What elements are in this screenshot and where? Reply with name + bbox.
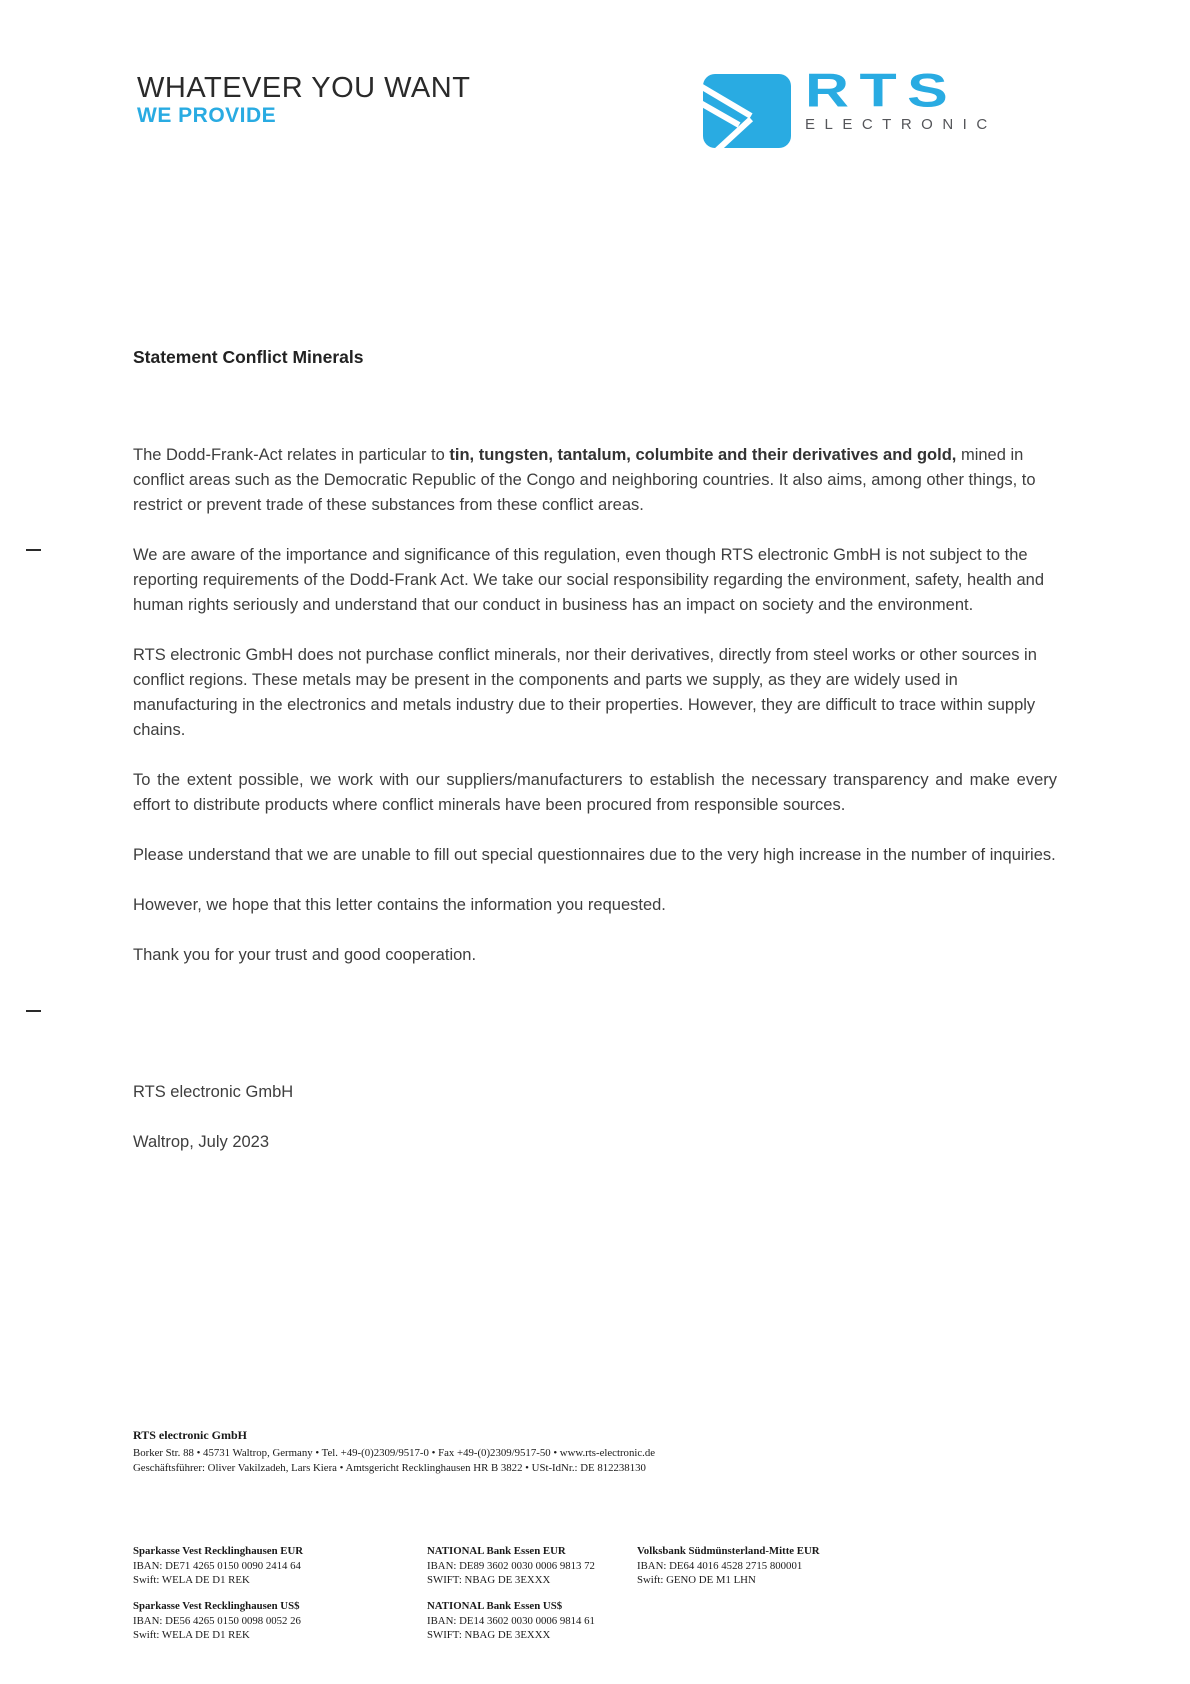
bank-swift: Swift: GENO DE M1 LHN bbox=[637, 1574, 756, 1586]
paragraph-no-purchase: RTS electronic GmbH does not purchase conflict minerals, nor their derivatives, directly from steel works or other sources in conflict regions. These metals may be present in the components and parts we supply, as they are widely used in manufacturing in the electronics and metals industry due to their properties. However, they are difficult to trace within supply chains. bbox=[133, 646, 1037, 739]
bank-iban: IBAN: DE56 4265 0150 0098 0052 26 bbox=[133, 1614, 301, 1627]
paragraph-transparency: To the extent possible, we work with our suppliers/manufacturers to establish the necessary transparency and make every effort to distribute products where conflict minerals have been procured from responsible sources. bbox=[133, 771, 1057, 814]
fold-mark-top bbox=[26, 549, 41, 551]
paragraph-hope: However, we hope that this letter contains the information you requested. bbox=[133, 896, 666, 914]
signature-place-date: Waltrop, July 2023 bbox=[133, 1133, 270, 1151]
footer bbox=[133, 1428, 1073, 1641]
bank-iban: IBAN: DE14 3602 0030 0006 9814 61 bbox=[427, 1614, 595, 1627]
paragraph-thanks: Thank you for your trust and good cooperation. bbox=[133, 946, 477, 964]
bank-block-sparkasse-eur bbox=[133, 1544, 303, 1588]
footer-address-line: Borker Str. 88 • 45731 Waltrop, Germany • Tel. +49-(0)2309/9517-0 • Fax +49-(0)2309/9517-50 • www.rts-electronic.de bbox=[133, 1447, 656, 1459]
company-logo bbox=[703, 63, 1013, 148]
bank-swift: SWIFT: NBAG DE 3EXXX bbox=[427, 1629, 551, 1641]
bank-swift: SWIFT: NBAG DE 3EXXX bbox=[427, 1574, 551, 1586]
fold-mark-bottom bbox=[26, 1010, 41, 1012]
paragraph-rest: mined in conflict areas such as the Democratic Republic of the Congo and neighboring countries. It also aims, among other things, to restrict or prevent trade of these substances from these conflict areas. bbox=[133, 446, 1036, 514]
paragraph-questionnaires: Please understand that we are unable to fill out special questionnaires due to the very high increase in the number of inquiries. bbox=[133, 846, 1056, 864]
bank-name: Sparkasse Vest Recklinghausen EUR bbox=[133, 1545, 304, 1557]
letter-body bbox=[133, 443, 1057, 1180]
bank-swift: Swift: WELA DE D1 REK bbox=[133, 1629, 250, 1641]
bank-block-volksbank-eur bbox=[637, 1544, 820, 1588]
paragraph-bold-minerals: tin, tungsten, tantalum, columbite and their derivatives and gold, bbox=[449, 446, 957, 464]
bank-name: NATIONAL Bank Essen US$ bbox=[427, 1600, 563, 1612]
header-tagline bbox=[137, 72, 470, 128]
bank-name: Volksbank Südmünsterland-Mitte EUR bbox=[637, 1545, 820, 1557]
bank-block-national-eur bbox=[427, 1544, 595, 1588]
bank-block-national-usd bbox=[427, 1599, 595, 1643]
bank-iban: IBAN: DE64 4016 4528 2715 800001 bbox=[637, 1559, 803, 1572]
rts-logo-icon bbox=[703, 74, 791, 148]
logo-wordmark bbox=[805, 63, 997, 133]
tagline-line2: WE PROVIDE bbox=[137, 104, 277, 127]
bank-name: NATIONAL Bank Essen EUR bbox=[427, 1545, 566, 1557]
bank-block-sparkasse-usd bbox=[133, 1599, 301, 1643]
signature-company: RTS electronic GmbH bbox=[133, 1083, 294, 1101]
bank-swift: Swift: WELA DE D1 REK bbox=[133, 1574, 250, 1586]
bank-details bbox=[133, 1475, 1073, 1641]
bank-iban: IBAN: DE71 4265 0150 0090 2414 64 bbox=[133, 1559, 301, 1572]
logo-name: RTS bbox=[805, 63, 959, 118]
paragraph-lead: The Dodd-Frank-Act relates in particular to bbox=[133, 446, 450, 464]
letter-title: Statement Conflict Minerals bbox=[133, 347, 364, 367]
footer-legal-line: Geschäftsführer: Oliver Vakilzadeh, Lars Kiera • Amtsgericht Recklinghausen HR B 3822 • USt-IdNr.: DE 812238130 bbox=[133, 1461, 646, 1474]
bank-name: Sparkasse Vest Recklinghausen US$ bbox=[133, 1600, 300, 1612]
paragraph-awareness: We are aware of the importance and significance of this regulation, even though RTS electronic GmbH is not subject to the reporting requirements of the Dodd-Frank Act. We take our social responsibility regarding the environment, safety, health and human rights seriously and understand that our conduct in business has an impact on society and the environment. bbox=[133, 546, 1045, 614]
paragraph-dodd-frank bbox=[133, 443, 1057, 518]
tagline-line1: WHATEVER YOU WANT bbox=[137, 72, 471, 104]
footer-company-name: RTS electronic GmbH bbox=[133, 1428, 248, 1442]
logo-subtitle: ELECTRONIC bbox=[805, 116, 997, 133]
bank-iban: IBAN: DE89 3602 0030 0006 9813 72 bbox=[427, 1559, 595, 1572]
